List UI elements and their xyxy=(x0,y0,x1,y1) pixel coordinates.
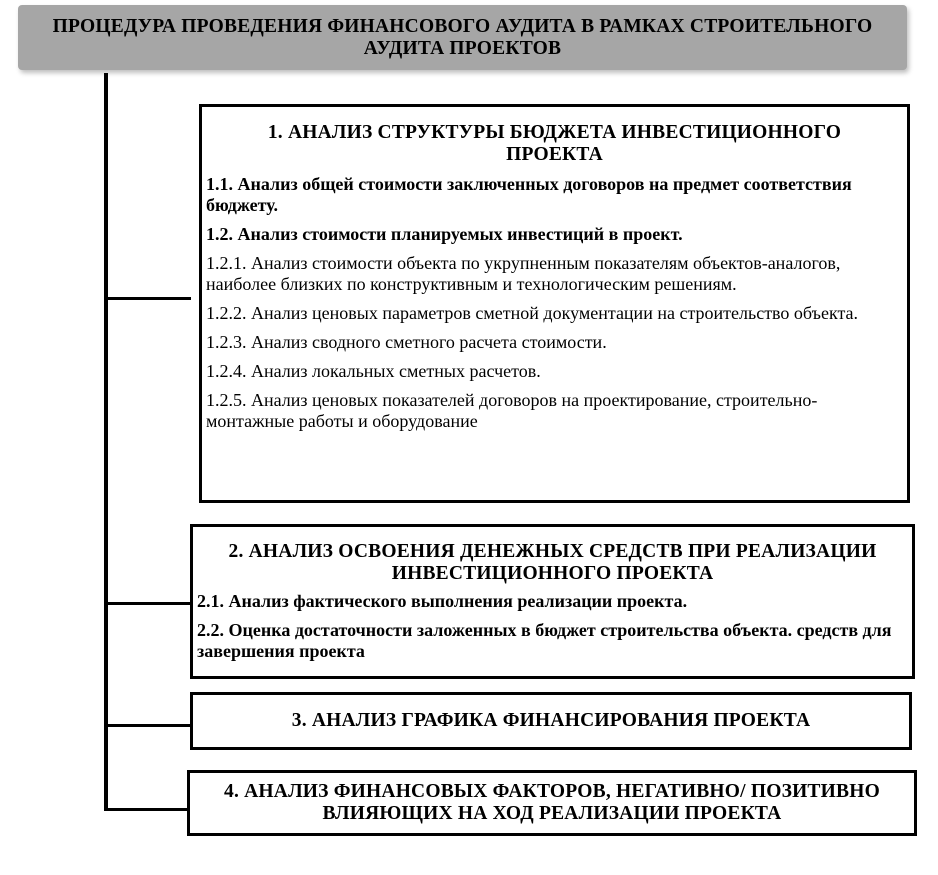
vertical-connector xyxy=(104,73,108,811)
section-1-item-1-2-1: 1.2.1. Анализ стоимости объекта по укрупненным показателям объектов-аналогов, наиболее близких по конструктивным и технологическим решениям. xyxy=(206,253,841,294)
section-1-heading: 1. АНАЛИЗ СТРУКТУРЫ БЮДЖЕТА ИНВЕСТИЦИОННОГО ПРОЕКТА xyxy=(267,122,842,165)
section-1-box xyxy=(199,104,910,503)
section-1-item-1-2: 1.2. Анализ стоимости планируемых инвестиций в проект. xyxy=(206,224,683,244)
section-1-item-1-2-4: 1.2.4. Анализ локальных сметных расчетов. xyxy=(206,361,541,381)
section-2-item-2-2: 2.2. Оценка достаточности заложенных в бюджет строительства объекта. средств для завершения проекта xyxy=(197,620,892,661)
connector-section-2 xyxy=(104,602,192,605)
section-1-item-1-1: 1.1. Анализ общей стоимости заключенных договоров на предмет соответствия бюджету. xyxy=(206,174,852,215)
section-2-box xyxy=(190,524,915,679)
section-4-box xyxy=(187,770,917,836)
diagram-title: ПРОЦЕДУРА ПРОВЕДЕНИЯ ФИНАНСОВОГО АУДИТА В РАМКАХ СТРОИТЕЛЬНОГО АУДИТА ПРОЕКТОВ xyxy=(52,15,873,59)
section-1-item-1-2-3: 1.2.3. Анализ сводного сметного расчета стоимости. xyxy=(206,332,607,352)
section-1-item-1-2-5: 1.2.5. Анализ ценовых показателей договоров на проектирование, строительно-монтажные работы и оборудование xyxy=(206,390,818,431)
diagram-title-box xyxy=(18,5,907,70)
connector-section-4 xyxy=(104,808,190,811)
section-2-heading: 2. АНАЛИЗ ОСВОЕНИЯ ДЕНЕЖНЫХ СРЕДСТВ ПРИ РЕАЛИЗАЦИИ ИНВЕСТИЦИОННОГО ПРОЕКТА xyxy=(228,541,877,584)
section-4-heading: 4. АНАЛИЗ ФИНАНСОВЫХ ФАКТОРОВ, НЕГАТИВНО/ ПОЗИТИВНО ВЛИЯЮЩИХ НА ХОД РЕАЛИЗАЦИИ ПРОЕКТА xyxy=(224,781,880,824)
connector-section-3 xyxy=(104,724,192,727)
section-3-box xyxy=(190,692,912,750)
connector-section-1 xyxy=(104,297,191,300)
section-1-item-1-2-2: 1.2.2. Анализ ценовых параметров сметной документации на строительство объекта. xyxy=(206,303,859,323)
section-3-heading: 3. АНАЛИЗ ГРАФИКА ФИНАНСИРОВАНИЯ ПРОЕКТА xyxy=(291,710,811,731)
section-2-item-2-1: 2.1. Анализ фактического выполнения реализации проекта. xyxy=(197,591,688,611)
